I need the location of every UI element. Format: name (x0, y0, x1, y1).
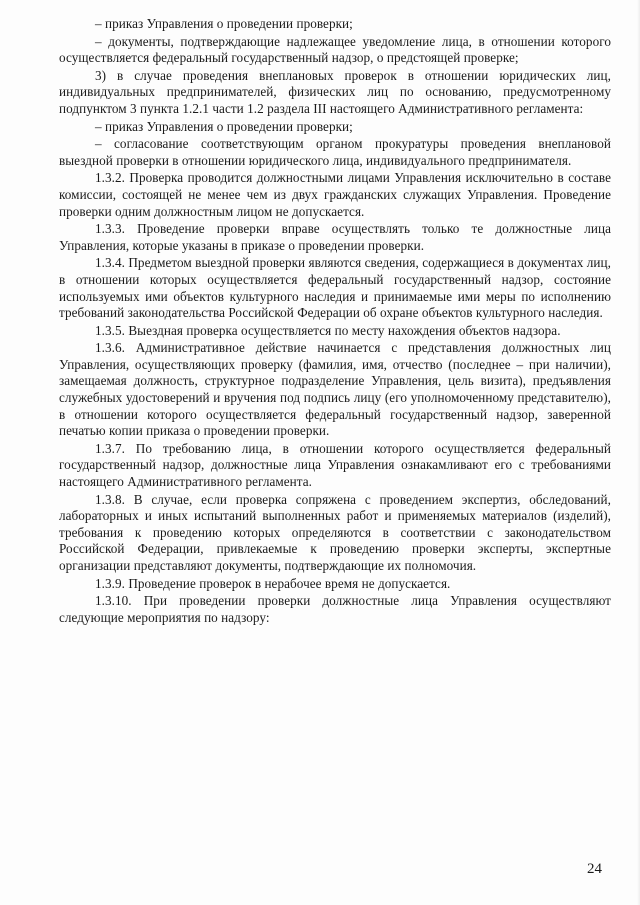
paragraph: 1.3.6. Административное действие начинается с представления должностных лиц Управления, осуществляющих проверку (фамилия, имя, отчество (последнее – при наличии), замещаемая должность, структурное подразделение Управления, цель визита), предъявления служебных удостоверений и вручения под подпись лицу (его уполномоченному представителю), в отношении которого осуществляется федеральный государственный надзор, заверенной печатью копии приказа о проведении проверки. (59, 340, 611, 439)
paragraph: – приказ Управления о проведении проверки; (95, 118, 353, 134)
paragraph: 1.3.7. По требованию лица, в отношении которого осуществляется федеральный государственный надзор, должностные лица Управления ознакамливают его с требованиями настоящего Административного регламента. (59, 440, 611, 490)
paragraph: 1.3.10. При проведении проверки должностные лица Управления осуществляют следующие мероприятия по надзору: (59, 593, 611, 625)
page-number: 24 (587, 861, 602, 877)
paragraph: 1.3.4. Предметом выездной проверки являются сведения, содержащиеся в документах лиц, в отношении которых осуществляется федеральный государственный надзор, состояние используемых ими объектов культурного наследия и принимаемые ими меры по исполнению требований законодательства Российской Федерации об охране объектов культурного наследия. (59, 255, 611, 321)
paragraph: 1.3.8. В случае, если проверка сопряжена с проведением экспертиз, обследований, лабораторных и иных испытаний выполненных работ и применяемых материалов (изделий), требования к проведению которых определяются в соответствии с законодательством Российской Федерации, привлекаемые к проведению проверки эксперты, экспертные организации представляют документы, подтверждающие их полномочия. (59, 491, 611, 573)
document-body (59, 16, 611, 627)
paragraph: – согласование соответствующим органом прокуратуры проведения внеплановой выездной проверки в отношении юридического лица, индивидуального предпринимателя. (59, 136, 611, 168)
paragraph: 1.3.2. Проверка проводится должностными лицами Управления исключительно в составе комиссии, состоящей не менее чем из двух гражданских служащих Управления. Проведение проверки одним должностным лицом не допускается. (59, 170, 611, 219)
paragraph: 1.3.3. Проведение проверки вправе осуществлять только те должностные лица Управления, которые указаны в приказе о проведении проверки. (59, 221, 611, 253)
paragraph: 1.3.9. Проведение проверок в нерабочее время не допускается. (95, 575, 451, 591)
paragraph: – приказ Управления о проведении проверки; (95, 16, 353, 31)
paragraph: – документы, подтверждающие надлежащее уведомление лица, в отношении которого осуществляется федеральный государственный надзор, о предстоящей проверке; (59, 33, 611, 66)
paragraph: 1.3.5. Выездная проверка осуществляется по месту нахождения объектов надзора. (95, 322, 561, 338)
paragraph: 3) в случае проведения внеплановых проверок в отношении юридических лиц, индивидуальных предпринимателей, физических лиц по основанию, предусмотренному подпунктом 3 пункта 1.2.1 части 1.2 раздела III настоящего Административного регламента: (59, 67, 611, 116)
